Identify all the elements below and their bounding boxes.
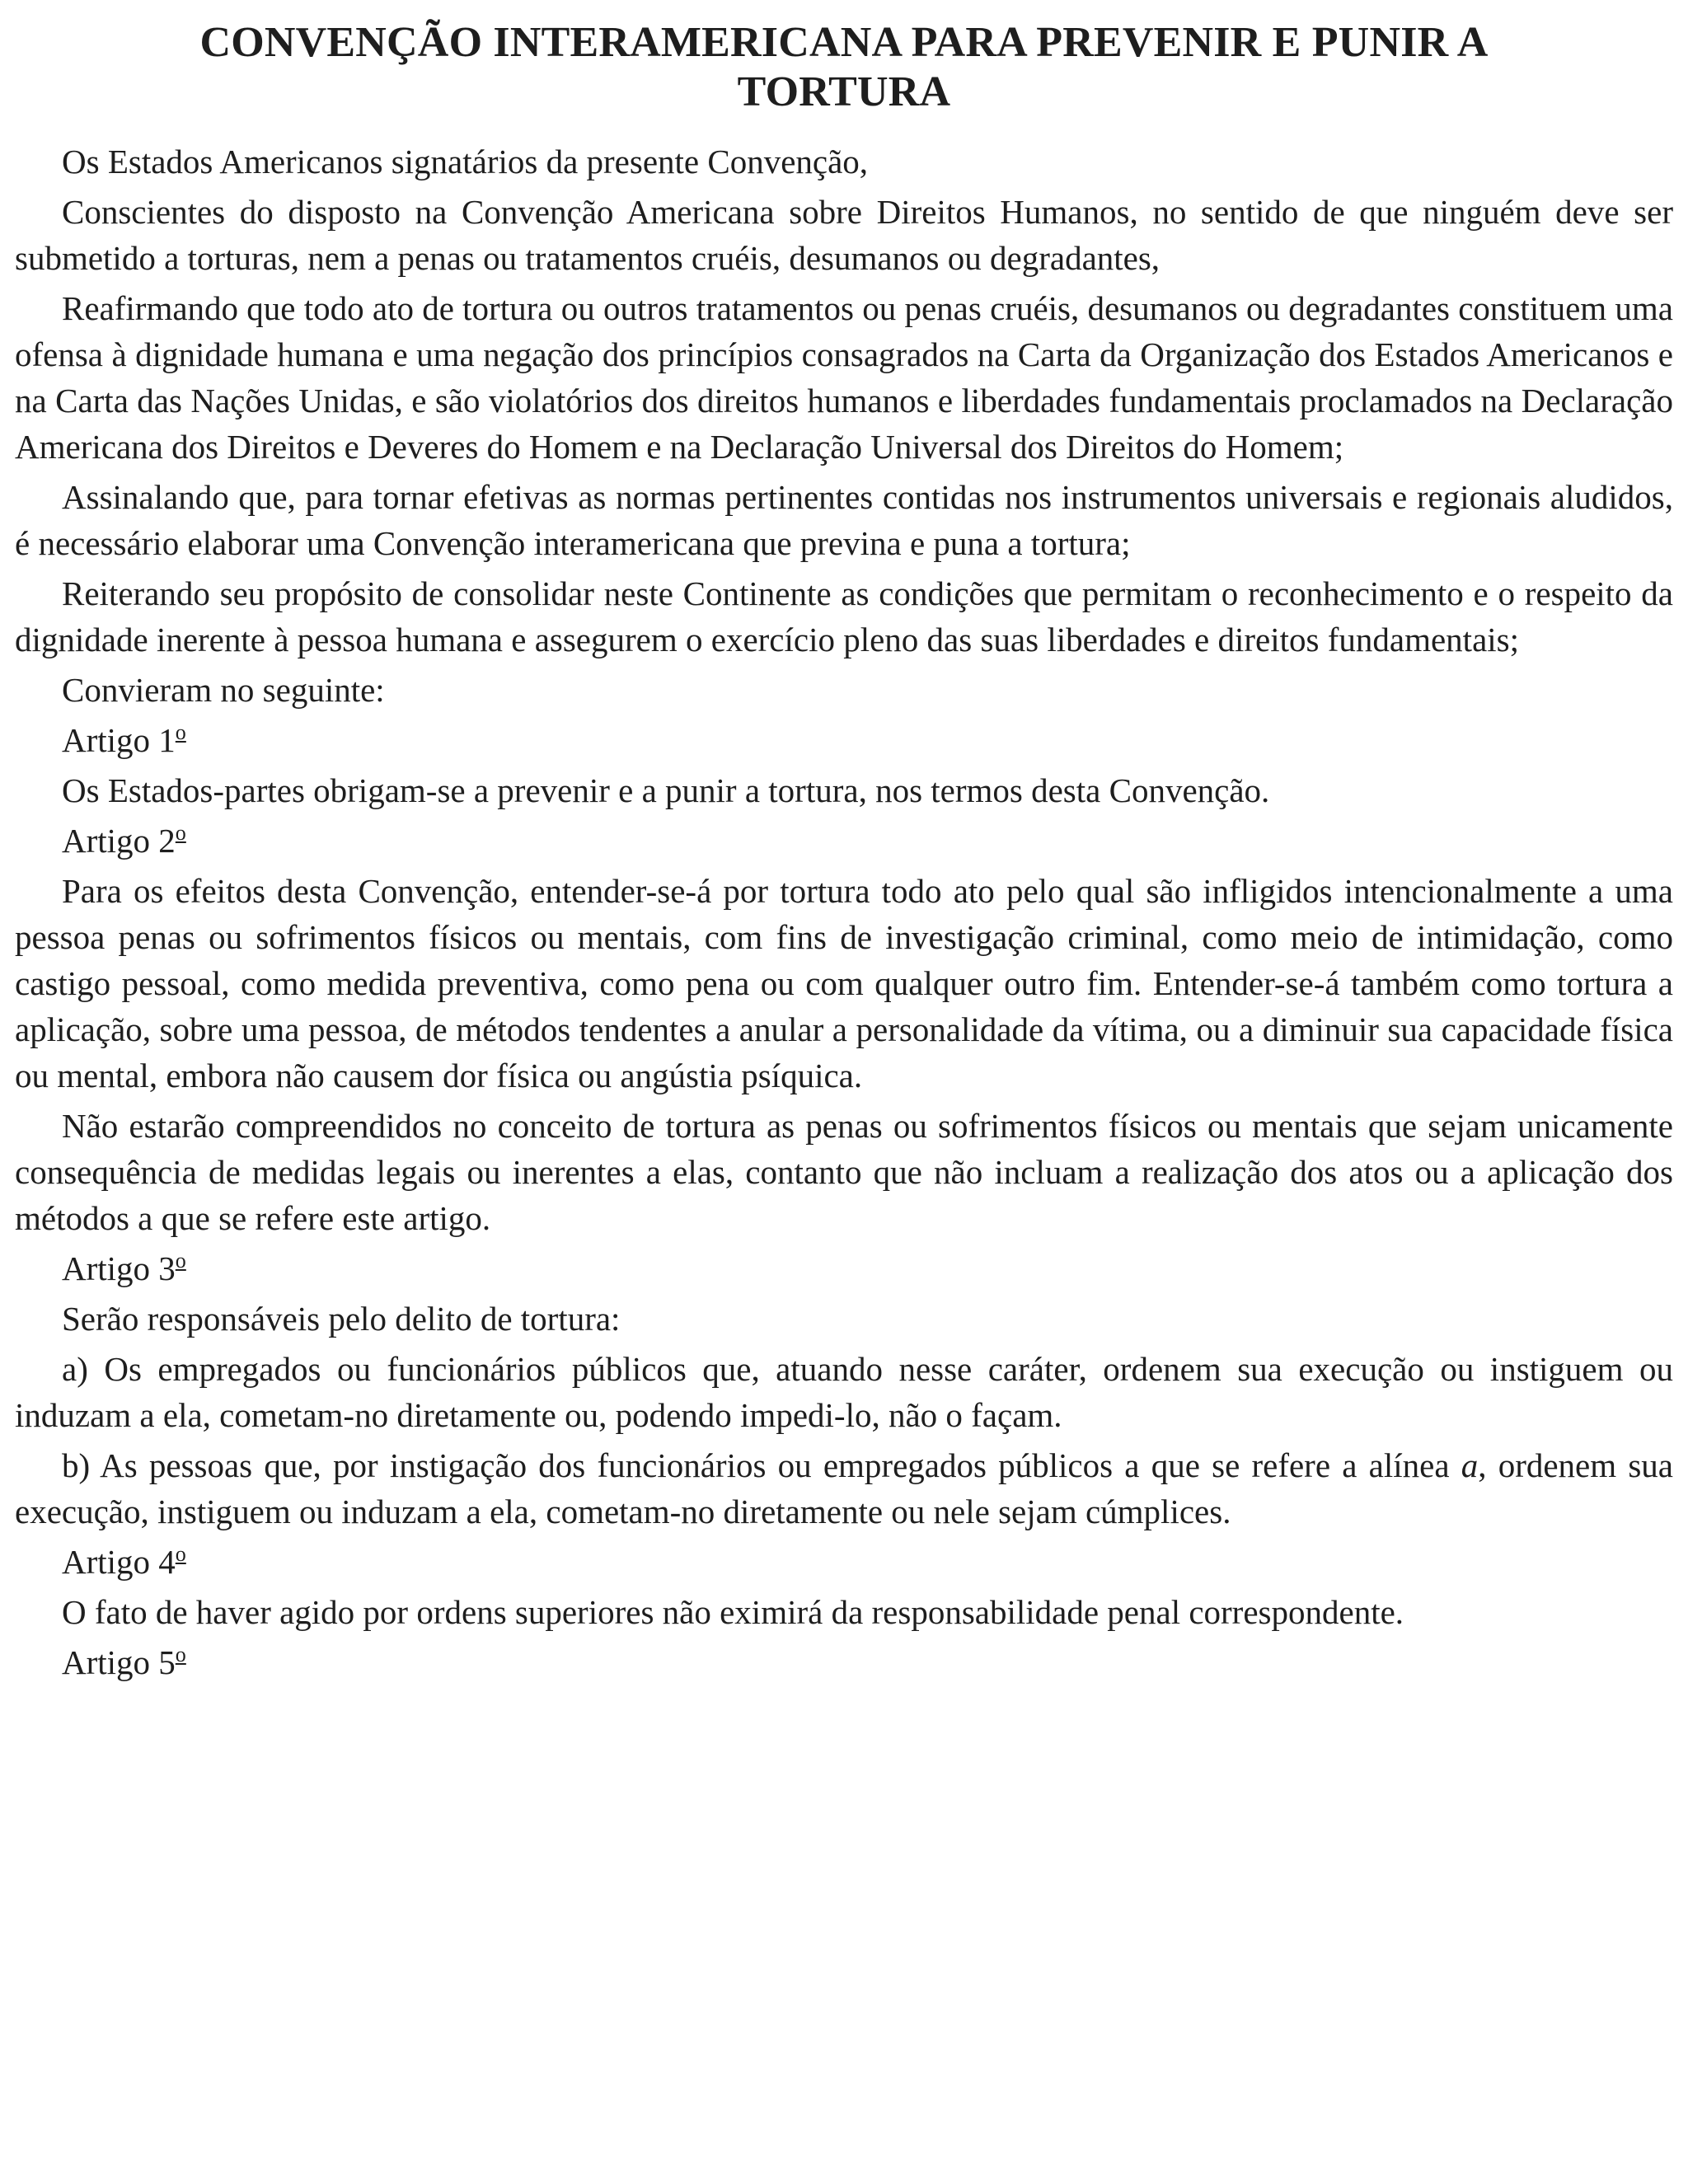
article-heading-3	[15, 1245, 1673, 1291]
ordinal-indicator: o	[175, 720, 186, 744]
article-heading-label: Artigo 2	[62, 822, 176, 860]
article-heading-label: Artigo 5	[62, 1643, 176, 1681]
article-4-paragraph: O fato de haver agido por ordens superiores não eximirá da responsabilidade penal correspondente.	[62, 1593, 1404, 1631]
article-heading-4	[15, 1539, 1673, 1585]
preamble-paragraph: Convieram no seguinte:	[62, 671, 385, 709]
article-heading-2	[15, 818, 1673, 864]
preamble-paragraph: Reafirmando que todo ato de tortura ou outros tratamentos ou penas cruéis, desumanos ou degradantes constituem uma ofensa à dignidade humana e uma negação dos princípios consagrados na Carta da Organização dos Estados Americanos e na Carta das Nações Unidas, e são violatórios dos direitos humanos e liberdades fundamentais proclamados na Declaração Americana dos Direitos e Deveres do Homem e na Declaração Universal dos Direitos do Homem;	[15, 289, 1673, 466]
article-2-paragraph: Não estarão compreendidos no conceito de tortura as penas ou sofrimentos físicos ou mentais que sejam unicamente consequência de medidas legais ou inerentes a elas, contanto que não incluam a realização dos atos ou a aplicação dos métodos a que se refere este artigo.	[15, 1107, 1673, 1237]
article-2-paragraph: Para os efeitos desta Convenção, entender-se-á por tortura todo ato pelo qual são infligidos intencionalmente a uma pessoa penas ou sofrimentos físicos ou mentais, com fins de investigação criminal, como meio de intimidação, como castigo pessoal, como medida preventiva, como pena ou com qualquer outro fim. Entender-se-á também como tortura a aplicação, sobre uma pessoa, de métodos tendentes a anular a personalidade da vítima, ou a diminuir sua capacidade física ou mental, embora não causem dor física ou angústia psíquica.	[15, 872, 1673, 1094]
item-b-text: b) As pessoas que, por instigação dos funcionários ou empregados públicos a que se refere a alínea	[62, 1446, 1461, 1484]
document-title	[15, 18, 1673, 117]
document-page	[15, 18, 1673, 1690]
preamble-paragraph: Reiterando seu propósito de consolidar neste Continente as condições que permitam o reconhecimento e o respeito da dignidade inerente à pessoa humana e assegurem o exercício pleno das suas liberdades e direitos fundamentais;	[15, 574, 1673, 658]
title-line-2: TORTURA	[737, 68, 951, 115]
item-b-text: , ordenem sua execução, instiguem ou induzam a ela, cometam-no diretamente ou nele sejam cúmplices.	[15, 1446, 1674, 1530]
article-1-paragraph: Os Estados-partes obrigam-se a prevenir e a punir a tortura, nos termos desta Convenção.	[62, 771, 1270, 809]
article-3-item-b	[15, 1442, 1673, 1535]
article-heading-label: Artigo 4	[62, 1543, 176, 1581]
ordinal-indicator: o	[175, 1643, 186, 1666]
preamble-paragraph: Os Estados Americanos signatários da presente Convenção,	[62, 143, 869, 180]
article-heading-1	[15, 717, 1673, 763]
article-heading-label: Artigo 1	[62, 721, 176, 759]
preamble-paragraph: Assinalando que, para tornar efetivas as normas pertinentes contidas nos instrumentos universais e regionais aludidos, é necessário elaborar uma Convenção interamericana que previna e puna a tortura;	[15, 478, 1673, 562]
ordinal-indicator: o	[175, 1542, 186, 1566]
article-3-intro: Serão responsáveis pelo delito de tortura:	[62, 1300, 621, 1338]
title-line-1: CONVENÇÃO INTERAMERICANA PARA PREVENIR E PUNIR A	[199, 19, 1489, 66]
preamble-paragraph: Conscientes do disposto na Convenção Americana sobre Direitos Humanos, no sentido de que ninguém deve ser submetido a torturas, nem a penas ou tratamentos cruéis, desumanos ou degradantes,	[15, 193, 1673, 277]
article-3-item-a: a) Os empregados ou funcionários públicos que, atuando nesse caráter, ordenem sua execução ou instiguem ou induzam a ela, cometam-no diretamente ou, podendo impedi-lo, não o façam.	[15, 1350, 1673, 1434]
item-b-italic-reference: a	[1461, 1446, 1479, 1484]
ordinal-indicator: o	[175, 1249, 186, 1272]
article-heading-5	[15, 1639, 1673, 1685]
ordinal-indicator: o	[175, 821, 186, 845]
article-heading-label: Artigo 3	[62, 1249, 176, 1287]
